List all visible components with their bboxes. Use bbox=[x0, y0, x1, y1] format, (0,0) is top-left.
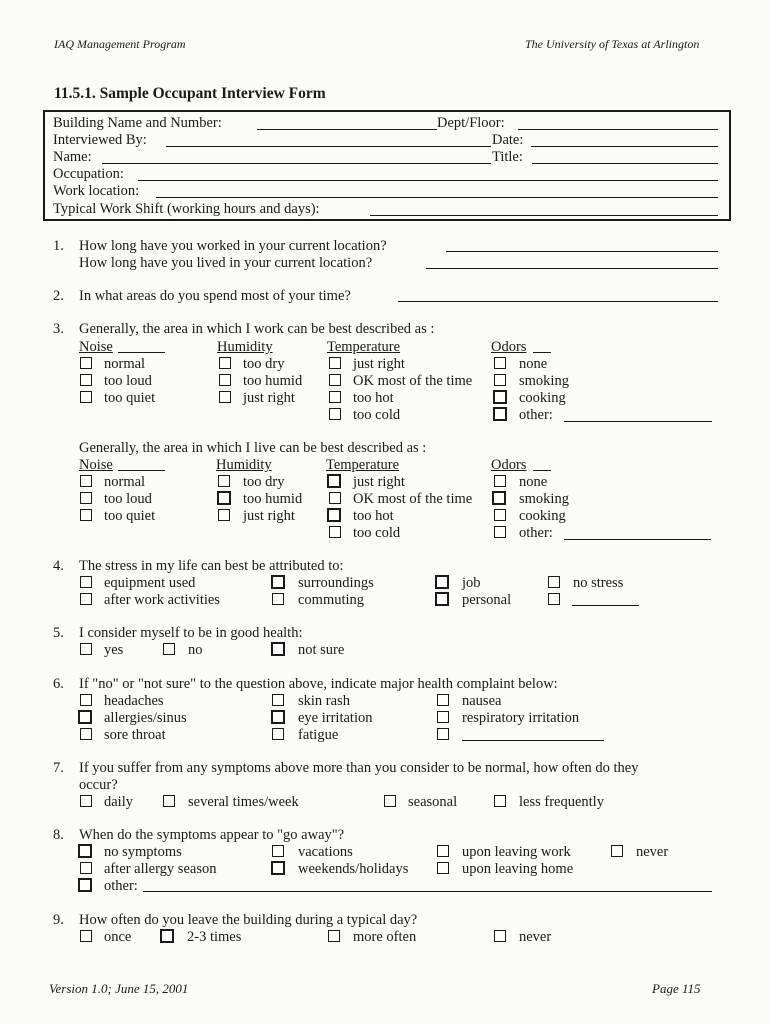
checkbox-live-temp-too-hot[interactable] bbox=[327, 508, 341, 522]
checkbox-work-odors-cooking[interactable] bbox=[493, 390, 507, 404]
option-label: other: bbox=[519, 407, 553, 423]
name-label: Name: bbox=[53, 149, 92, 165]
q3-work-noise-underline bbox=[118, 352, 165, 353]
option-label: no bbox=[188, 642, 203, 658]
checkbox-freq-less[interactable] bbox=[494, 795, 506, 807]
q9-text: How often do you leave the building during a typical day? bbox=[79, 912, 418, 928]
option-label: too loud bbox=[104, 373, 152, 389]
option-label: OK most of the time bbox=[353, 491, 473, 507]
checkbox-stress-after-work[interactable] bbox=[80, 593, 92, 605]
option-label: fatigue bbox=[298, 727, 339, 743]
checkbox-complaint-other[interactable] bbox=[437, 728, 449, 740]
option-label: too humid bbox=[243, 373, 303, 389]
checkbox-stress-other[interactable] bbox=[548, 593, 560, 605]
checkbox-work-temp-too-cold[interactable] bbox=[329, 408, 341, 420]
option-label: none bbox=[519, 356, 548, 372]
occupation-label: Occupation: bbox=[53, 166, 124, 182]
option-label: skin rash bbox=[298, 693, 350, 709]
q3-number: 3. bbox=[53, 321, 64, 337]
checkbox-work-humidity-too-dry[interactable] bbox=[219, 357, 231, 369]
q2-answer[interactable] bbox=[398, 301, 718, 302]
option-label: too dry bbox=[243, 474, 285, 490]
checkbox-work-noise-too-loud[interactable] bbox=[80, 374, 92, 386]
checkbox-complaint-sore-throat[interactable] bbox=[80, 728, 92, 740]
option-label: too cold bbox=[353, 407, 401, 423]
header-right: The University of Texas at Arlington bbox=[525, 37, 700, 51]
checkbox-work-temp-too-hot[interactable] bbox=[329, 391, 341, 403]
footer-page: Page 115 bbox=[652, 981, 701, 996]
checkbox-leave-never[interactable] bbox=[494, 930, 506, 942]
option-label: surroundings bbox=[298, 575, 374, 591]
work-location-label: Work location: bbox=[53, 183, 140, 199]
q3-live-noise-underline bbox=[118, 470, 165, 471]
checkbox-stress-job[interactable] bbox=[435, 575, 449, 589]
option-label: more often bbox=[353, 929, 417, 945]
q5-number: 5. bbox=[53, 625, 64, 641]
option-label: other: bbox=[104, 878, 138, 894]
q3-work-noise-header: Noise bbox=[79, 339, 113, 355]
checkbox-complaint-fatigue[interactable] bbox=[272, 728, 284, 740]
option-label: several times/week bbox=[188, 794, 299, 810]
option-label: just right bbox=[353, 474, 405, 490]
option-label: respiratory irritation bbox=[462, 710, 580, 726]
checkbox-live-humidity-too-dry[interactable] bbox=[218, 475, 230, 487]
q7-text-a: If you suffer from any symptoms above more than you consider to be normal, how often do they bbox=[79, 760, 639, 776]
option-label: 2-3 times bbox=[187, 929, 242, 945]
option-label: too loud bbox=[104, 491, 152, 507]
checkbox-health-not-sure[interactable] bbox=[271, 642, 285, 656]
option-label: too quiet bbox=[104, 390, 156, 406]
q1-text-a: How long have you worked in your current location? bbox=[79, 238, 387, 254]
option-label: after allergy season bbox=[104, 861, 217, 877]
checkbox-away-no-symptoms[interactable] bbox=[78, 844, 92, 858]
q3-work-odors-header: Odors bbox=[491, 339, 527, 355]
checkbox-live-temp-just-right[interactable] bbox=[327, 474, 341, 488]
q3-work-humidity-header: Humidity bbox=[217, 339, 273, 355]
q3-live-temperature-header: Temperature bbox=[326, 457, 400, 473]
option-label: eye irritation bbox=[298, 710, 373, 726]
checkbox-live-temp-ok-most[interactable] bbox=[329, 492, 341, 504]
checkbox-live-noise-too-quiet[interactable] bbox=[80, 509, 92, 521]
option-label: upon leaving work bbox=[462, 844, 571, 860]
q5-text: I consider myself to be in good health: bbox=[79, 625, 303, 641]
complaint-other-field[interactable] bbox=[462, 740, 604, 741]
option-label: not sure bbox=[298, 642, 345, 658]
q1-answer-a[interactable] bbox=[446, 251, 718, 252]
section-title: 11.5.1. Sample Occupant Interview Form bbox=[54, 85, 326, 102]
checkbox-stress-commuting[interactable] bbox=[272, 593, 284, 605]
q7-number: 7. bbox=[53, 760, 64, 776]
checkbox-away-vacations[interactable] bbox=[272, 845, 284, 857]
checkbox-stress-surroundings[interactable] bbox=[271, 575, 285, 589]
name-field[interactable] bbox=[102, 163, 491, 164]
q8-text: When do the symptoms appear to "go away"? bbox=[79, 827, 345, 843]
checkbox-live-odors-smoking[interactable] bbox=[492, 491, 506, 505]
option-label: too humid bbox=[243, 491, 303, 507]
live-odors-other-field[interactable] bbox=[564, 539, 711, 540]
footer-version: Version 1.0; June 15, 2001 bbox=[49, 981, 189, 996]
q6-text: If "no" or "not sure" to the question above, indicate major health complaint below: bbox=[79, 676, 558, 692]
option-label: less frequently bbox=[519, 794, 604, 810]
work-location-field[interactable] bbox=[156, 197, 718, 198]
option-label: cooking bbox=[519, 390, 566, 406]
checkbox-away-leaving-home[interactable] bbox=[437, 862, 449, 874]
q4-text: The stress in my life can best be attributed to: bbox=[79, 558, 344, 574]
option-label: too dry bbox=[243, 356, 285, 372]
option-label: just right bbox=[243, 508, 295, 524]
option-label: equipment used bbox=[104, 575, 196, 591]
title-label: Title: bbox=[492, 149, 523, 165]
option-label: weekends/holidays bbox=[298, 861, 409, 877]
checkbox-away-leaving-work[interactable] bbox=[437, 845, 449, 857]
checkbox-complaint-skin-rash[interactable] bbox=[272, 694, 284, 706]
checkbox-freq-several-times[interactable] bbox=[163, 795, 175, 807]
option-label: upon leaving home bbox=[462, 861, 574, 877]
option-label: nausea bbox=[462, 693, 502, 709]
checkbox-work-humidity-just-right[interactable] bbox=[219, 391, 231, 403]
option-label: after work activities bbox=[104, 592, 220, 608]
q3-work-odors-underline bbox=[533, 352, 551, 353]
checkbox-complaint-eye-irritation[interactable] bbox=[271, 710, 285, 724]
checkbox-away-other[interactable] bbox=[78, 878, 92, 892]
building-field[interactable] bbox=[257, 129, 437, 130]
interviewed-by-field[interactable] bbox=[166, 146, 491, 147]
dept-field[interactable] bbox=[518, 129, 718, 130]
checkbox-complaint-nausea[interactable] bbox=[437, 694, 449, 706]
option-label: vacations bbox=[298, 844, 353, 860]
option-label: no symptoms bbox=[104, 844, 182, 860]
q3-live-odors-header: Odors bbox=[491, 457, 527, 473]
q6-number: 6. bbox=[53, 676, 64, 692]
option-label: once bbox=[104, 929, 132, 945]
title-field[interactable] bbox=[532, 163, 718, 164]
checkbox-live-temp-too-cold[interactable] bbox=[329, 526, 341, 538]
checkbox-work-temp-ok-most[interactable] bbox=[329, 374, 341, 386]
option-label: other: bbox=[519, 525, 553, 541]
q1-answer-b[interactable] bbox=[426, 268, 718, 269]
checkbox-work-noise-normal[interactable] bbox=[80, 357, 92, 369]
option-label: none bbox=[519, 474, 548, 490]
option-label: smoking bbox=[519, 373, 569, 389]
q4-number: 4. bbox=[53, 558, 64, 574]
checkbox-leave-2-3-times[interactable] bbox=[160, 929, 174, 943]
option-label: too quiet bbox=[104, 508, 156, 524]
checkbox-work-odors-smoking[interactable] bbox=[494, 374, 506, 386]
q1-number: 1. bbox=[53, 238, 64, 254]
option-label: never bbox=[636, 844, 669, 860]
building-label: Building Name and Number: bbox=[53, 115, 222, 131]
interviewed-by-label: Interviewed By: bbox=[53, 132, 147, 148]
option-label: too hot bbox=[353, 508, 394, 524]
q3-live-intro: Generally, the area in which I live can be best described as : bbox=[79, 440, 427, 456]
option-label: smoking bbox=[519, 491, 569, 507]
checkbox-away-never[interactable] bbox=[611, 845, 623, 857]
option-label: too cold bbox=[353, 525, 401, 541]
checkbox-live-noise-too-loud[interactable] bbox=[80, 492, 92, 504]
dept-label: Dept/Floor: bbox=[437, 115, 505, 131]
checkbox-live-humidity-too-humid[interactable] bbox=[217, 491, 231, 505]
q3-live-humidity-header: Humidity bbox=[216, 457, 272, 473]
checkbox-leave-once[interactable] bbox=[80, 930, 92, 942]
option-label: commuting bbox=[298, 592, 365, 608]
option-label: daily bbox=[104, 794, 133, 810]
option-label: OK most of the time bbox=[353, 373, 473, 389]
q3-live-odors-underline bbox=[533, 470, 551, 471]
checkbox-health-yes[interactable] bbox=[80, 643, 92, 655]
checkbox-work-humidity-too-humid[interactable] bbox=[219, 374, 231, 386]
header-left: IAQ Management Program bbox=[54, 37, 186, 51]
checkbox-complaint-allergies[interactable] bbox=[78, 710, 92, 724]
option-label: just right bbox=[353, 356, 405, 372]
q3-work-temperature-header: Temperature bbox=[327, 339, 401, 355]
away-other-field[interactable] bbox=[143, 891, 712, 892]
option-label: normal bbox=[104, 474, 146, 490]
option-label: too hot bbox=[353, 390, 394, 406]
checkbox-stress-none[interactable] bbox=[548, 576, 560, 588]
checkbox-leave-more-often[interactable] bbox=[328, 930, 340, 942]
checkbox-work-odors-none[interactable] bbox=[494, 357, 506, 369]
work-odors-other-field[interactable] bbox=[564, 421, 712, 422]
option-label: never bbox=[519, 929, 552, 945]
option-label: job bbox=[462, 575, 481, 591]
option-label: sore throat bbox=[104, 727, 166, 743]
option-label: normal bbox=[104, 356, 146, 372]
checkbox-work-odors-other[interactable] bbox=[493, 407, 507, 421]
checkbox-live-noise-normal[interactable] bbox=[80, 475, 92, 487]
option-label: allergies/sinus bbox=[104, 710, 187, 726]
checkbox-live-odors-other[interactable] bbox=[494, 526, 506, 538]
q2-number: 2. bbox=[53, 288, 64, 304]
stress-other-field[interactable] bbox=[572, 605, 639, 606]
checkbox-complaint-respiratory[interactable] bbox=[437, 711, 449, 723]
checkbox-away-weekends[interactable] bbox=[271, 861, 285, 875]
checkbox-freq-seasonal[interactable] bbox=[384, 795, 396, 807]
q2-text: In what areas do you spend most of your time? bbox=[79, 288, 351, 304]
option-label: seasonal bbox=[408, 794, 458, 810]
checkbox-stress-equipment[interactable] bbox=[80, 576, 92, 588]
q9-number: 9. bbox=[53, 912, 64, 928]
option-label: no stress bbox=[573, 575, 624, 591]
q3-work-intro: Generally, the area in which I work can be best described as : bbox=[79, 321, 435, 337]
checkbox-live-odors-none[interactable] bbox=[494, 475, 506, 487]
checkbox-away-after-allergy[interactable] bbox=[80, 862, 92, 874]
option-label: cooking bbox=[519, 508, 566, 524]
checkbox-health-no[interactable] bbox=[163, 643, 175, 655]
option-label: headaches bbox=[104, 693, 164, 709]
work-shift-field[interactable] bbox=[370, 215, 718, 216]
work-shift-label: Typical Work Shift (working hours and days): bbox=[53, 201, 320, 217]
occupation-field[interactable] bbox=[138, 180, 718, 181]
option-label: yes bbox=[104, 642, 124, 658]
option-label: just right bbox=[243, 390, 295, 406]
checkbox-live-odors-cooking[interactable] bbox=[494, 509, 506, 521]
q3-live-noise-header: Noise bbox=[79, 457, 113, 473]
checkbox-complaint-headaches[interactable] bbox=[80, 694, 92, 706]
q1-text-b: How long have you lived in your current location? bbox=[79, 255, 373, 271]
date-field[interactable] bbox=[531, 146, 718, 147]
q7-text-b: occur? bbox=[79, 777, 118, 793]
checkbox-work-temp-just-right[interactable] bbox=[329, 357, 341, 369]
date-label: Date: bbox=[492, 132, 524, 148]
checkbox-live-humidity-just-right[interactable] bbox=[218, 509, 230, 521]
option-label: personal bbox=[462, 592, 512, 608]
q8-number: 8. bbox=[53, 827, 64, 843]
checkbox-stress-personal[interactable] bbox=[435, 592, 449, 606]
checkbox-freq-daily[interactable] bbox=[80, 795, 92, 807]
checkbox-work-noise-too-quiet[interactable] bbox=[80, 391, 92, 403]
